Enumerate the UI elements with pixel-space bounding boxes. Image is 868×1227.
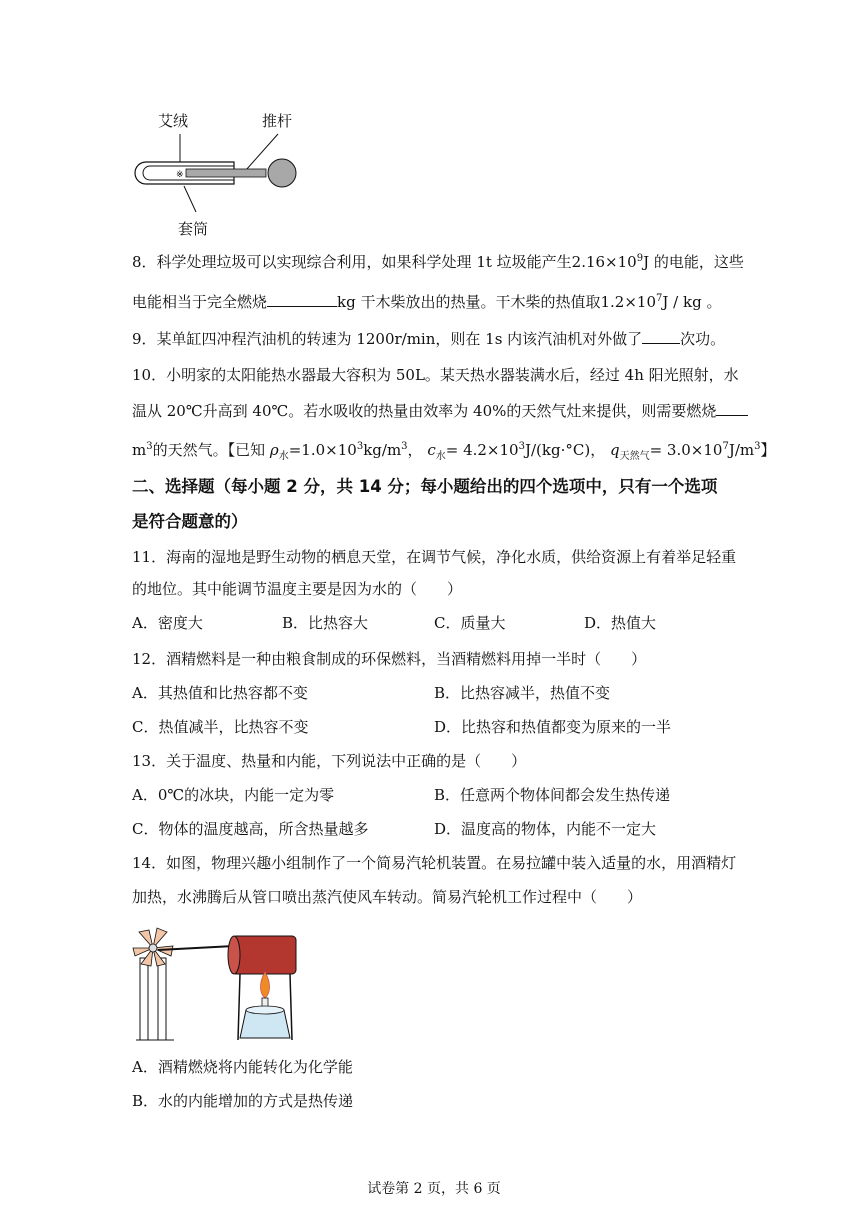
q10-line1: 10．小明家的太阳能热水器最大容积为 50L。某天热水器装满水后，经过 4h 阳光照射，水 xyxy=(132,366,739,384)
q14-option-b[interactable]: B．水的内能增加的方式是热传递 xyxy=(132,1092,354,1110)
q8-line2: 电能相当于完全燃烧 kg 干木柴放出的热量。干木柴的热值取$1.2\times 10^7J$ / kg 。 xyxy=(132,293,722,311)
q12-option-d[interactable]: D．比热容和热值都变为原来的一半 xyxy=(434,718,672,736)
q13-option-b[interactable]: B．任意两个物体间都会发生热传递 xyxy=(434,786,671,804)
windmill-icon xyxy=(133,928,173,966)
answer-blank[interactable] xyxy=(642,329,680,344)
q12-line1: 12．酒精燃料是一种由粮食制成的环保燃料，当酒精燃料用掉一半时（ ） xyxy=(132,650,647,668)
q12-option-b[interactable]: B．比热容减半，热值不变 xyxy=(434,684,611,702)
q14-line1: 14．如图，物理兴趣小组制作了一个简易汽轮机装置。在易拉罐中装入适量的水，用酒精灯 xyxy=(132,854,737,872)
q11-option-a[interactable]: A．密度大 xyxy=(132,614,203,632)
q13-option-a[interactable]: A．0℃的冰块，内能一定为零 xyxy=(132,786,335,804)
answer-blank[interactable] xyxy=(267,292,337,307)
label-taotong: 套筒 xyxy=(178,220,209,238)
section2-heading-line1: 二、选择题（每小题 2 分，共 14 分；每小题给出的四个选项中，只有一个选项 xyxy=(132,477,718,496)
fire-piston-drawing xyxy=(128,108,328,218)
q8-line1: 8．科学处理垃圾可以实现综合利用，如果科学处理 1t 垃圾能产生$2.16\times 10^9J$ 的电能，这些 xyxy=(132,253,744,271)
q11-option-d[interactable]: D．热值大 xyxy=(584,614,657,632)
q13-option-d[interactable]: D．温度高的物体，内能不一定大 xyxy=(434,820,657,838)
page-footer: 试卷第 2 页，共 6 页 xyxy=(367,1181,501,1197)
q9-line: 9．某单缸四冲程汽油机的转速为 1200r/min，则在 1s 内该汽油机对外做了 次功。 xyxy=(132,330,726,348)
answer-blank[interactable] xyxy=(716,401,748,416)
q10-line2: 温从 20℃升高到 40℃。若水吸收的热量由效率为 40%的天然气灶来提供，则需要燃烧 xyxy=(132,400,748,422)
q11-option-c[interactable]: C．质量大 xyxy=(434,614,506,632)
q13-line1: 13．关于温度、热量和内能，下列说法中正确的是（ ） xyxy=(132,752,527,770)
q14-option-a[interactable]: A．酒精燃烧将内能转化为化学能 xyxy=(132,1058,353,1076)
q12-option-a[interactable]: A．其热值和比热容都不变 xyxy=(132,684,308,702)
q13-option-c[interactable]: C．物体的温度越高，所含热量越多 xyxy=(132,820,369,838)
q12-option-c[interactable]: C．热值减半，比热容不变 xyxy=(132,718,309,736)
fire-piston-figure xyxy=(128,108,328,238)
label-tuigan: 推杆 xyxy=(262,112,293,130)
q10-line3: $m^3$的天然气。【已知 $\rho_水=1.0\times 10^3kg/m^3$， $c_水= 4.2\times 10^3J/(kg\cdot^\circ C)$， $q_{天然气}= 3.0\times 10^7J/m^3$】 xyxy=(132,441,776,462)
svg-text:※: ※ xyxy=(176,170,184,180)
section2-heading-line2: 是符合题意的） xyxy=(132,512,248,531)
steam-turbine-drawing xyxy=(128,914,308,1046)
q14-line2: 加热，水沸腾后从管口喷出蒸汽使风车转动。简易汽轮机工作过程中（ ） xyxy=(132,888,643,906)
q11-line1: 11．海南的湿地是野生动物的栖息天堂，在调节气候，净化水质，供给资源上有着举足轻重 xyxy=(132,548,737,566)
label-airong: 艾绒 xyxy=(158,112,189,130)
steam-turbine-figure xyxy=(128,914,308,1046)
q11-option-b[interactable]: B．比热容大 xyxy=(282,614,369,632)
q11-line2: 的地位。其中能调节温度主要是因为水的（ ） xyxy=(132,580,463,598)
